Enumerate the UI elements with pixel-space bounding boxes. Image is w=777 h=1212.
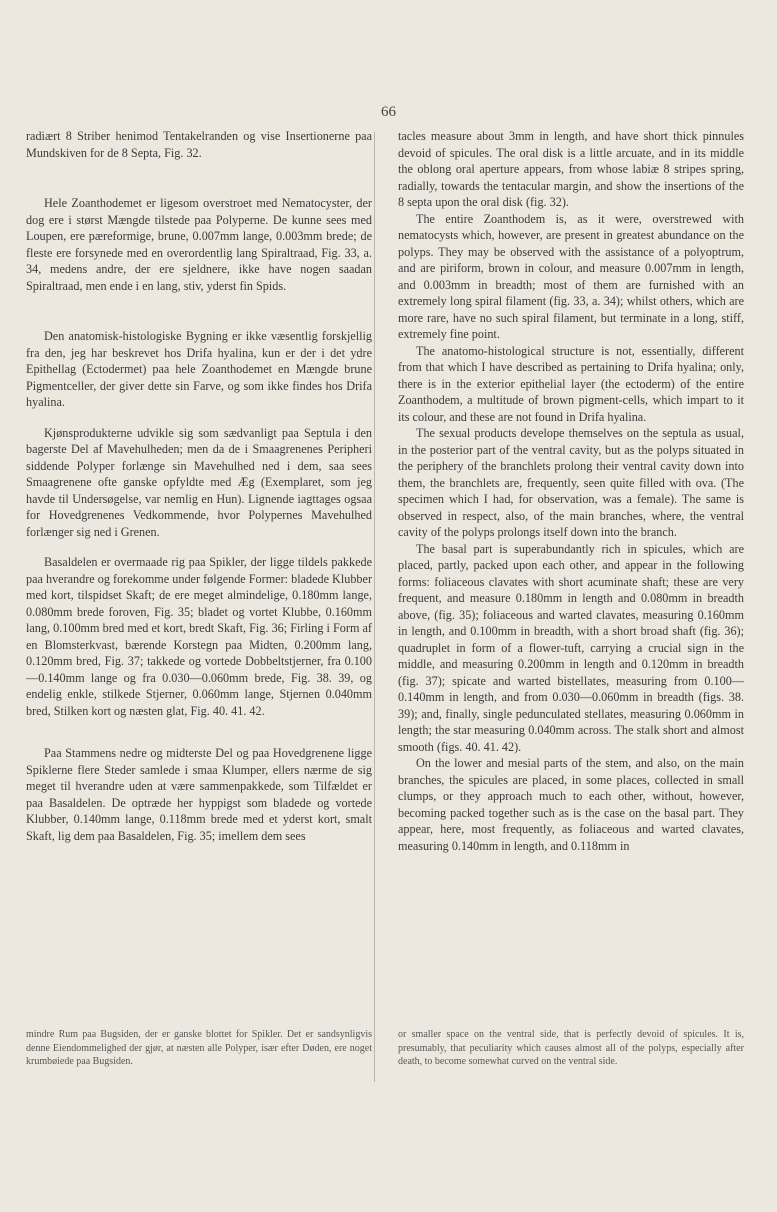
- paragraph: Kjønsprodukterne udvikle sig som sædvanligt paa Septula i den bagerste Del af Mavehulheden; men da de i Smaagrenenes Peripheri siddende Polyper forlænge sin Mavehulhed ned i dem, saa sees Smaagrenene ofte ganske opfyldte med Æg (Exemplaret, som jeg havde til Undersøgelse, var nemlig en Hun). Lignende iagttages ogsaa for Hovedgrenenes Vedkommende, hvor Polypernes Mavehulhed forlænger sig ned i Grenen.: [26, 425, 372, 539]
- paragraph: tacles measure about 3mm in length, and have short thick pinnules devoid of spicules. The oral disk is a little arcuate, and in its middle the oblong oral aperture appears, from whose labiæ 8 stripes spring, radially, towards the tentacular margin, and show the insertions of the 8 septa upon the oral disk (fig. 32).: [398, 129, 744, 209]
- paragraph: Hele Zoanthodemet er ligesom overstroet med Nematocyster, der dog ere i størst Mængde tilstede paa Polyperne. De kunne sees med Loupen, ere pæreformige, brune, 0.007mm lange, 0.003mm brede; de fleste ere forsynede med en overordentlig lang Spiraltraad, Fig. 33, a. 34, medens andre, der ere sjeldnere, ikke have nogen saadan Spiraltraad, men ende i en lang, stiv, yderst fin Spids.: [26, 196, 372, 293]
- paragraph: The anatomo-histological structure is not, essentially, different from that which I have described as pertaining to Drifa hyalina; only, there is in the exterior epithelial layer (the ectoderm) of the entire Zoanthodem, a multitude of brown pigment-cells, which impart to it its colour, and these are not found in Drifa hyalina.: [398, 343, 744, 424]
- paragraph: Den anatomisk-histologiske Bygning er ikke væsentlig forskjellig fra den, jeg har beskrevet hos Drifa hyalina, kun er der i det ydre Epithellag (Ectodermet) paa hele Zoanthodemet en Mængde brune Pigmentceller, der giver dette sin Farve, og som ikke findes hos Drifa hyalina.: [26, 329, 372, 409]
- column-divider: [374, 132, 375, 1082]
- paragraph: Basaldelen er overmaade rig paa Spikler, der ligge tildels pakkede paa hverandre og forekomme under følgende Former: bladede Klubber med kort, tilspidset Skaft; de ere meget almindelige, 0.180mm lange, 0.080mm brede foroven, Fig. 35; bladet og vortet Klubbe, 0.160mm lang, 0.100mm bred med et kort, bredt Skaft, Fig. 36; Firling i Form af en Blomsterkvast, bærende Korstegn paa Midten, 0.200mm lang, 0.120mm bred, Fig. 37; takkede og vortede Dobbeltstjerner, fra 0.100—0.140mm lange og fra 0.030—0.060mm brede, Fig. 38. 39, og endelig enkle, stilkede Stjerner, 0.060mm lange, Stjernen 0.040mm bred, Stilken kort og næsten glat, Fig. 40. 41. 42.: [26, 555, 372, 718]
- paragraph: The entire Zoanthodem is, as it were, overstrewed with nematocysts which, however, are present in greatest abundance on the polyps. They may be observed with the assistance of a polyoptrum, and are piriform, brown in colour, and measure 0.007mm in length, and 0.003mm in breadth; most of them are furnished with an extremely long spiral filament (fig. 33, a. 34); whilst others, which are more rare, have no such spiral filament, but terminate in a long, stiff, extremely fine point.: [398, 211, 744, 341]
- paragraph: radiært 8 Striber henimod Tentakelranden og vise Insertionerne paa Mundskiven for de 8 Septa, Fig. 32.: [26, 129, 372, 160]
- right-column-english: [398, 128, 744, 854]
- page-number: 66: [381, 104, 396, 120]
- paragraph: Paa Stammens nedre og midterste Del og paa Hovedgrenene ligge Spiklerne flere Steder samlede i smaa Klumper, ellers nærme de sig meget til hverandre uden at være sammenpakkede, som Tilfældet er paa Basaldelen. De optræde her hyppigst som bladede og vortede Klubber, 0.140mm lange, 0.118mm brede med et yderst kort, smalt Skaft, lig dem paa Basaldelen, Fig. 35; imellem dem sees: [26, 746, 372, 843]
- footnote-danish: mindre Rum paa Bugsiden, der er ganske blottet for Spikler. Det er sandsynligvis denne Eiendommelighed der gjør, at næsten alle Polyper, især efter Døden, ere noget krumbøiede paa Bugsiden.: [26, 1029, 372, 1067]
- paragraph: The sexual products develope themselves on the septula as usual, in the posterior part of the ventral cavity, but as the polyps situated in the periphery of the branchlets prolong their ventral cavity down into them, the branchlets are, frequently, seen quite filled with ova. (The specimen which I had, for observation, was a female). The same is observed in respect, also, of the main branches, where, the ventral cavity of the polyps prolongs itself down into the branch.: [398, 426, 744, 539]
- footnote-english: or smaller space on the ventral side, that is perfectly devoid of spicules. It is, presumably, that peculiarity which causes almost all of the polyps, especially after death, to become somewhat curved on the ventral side.: [398, 1029, 744, 1067]
- left-column-danish: [26, 128, 372, 844]
- paragraph: On the lower and mesial parts of the stem, and also, on the main branches, the spicules are placed, in some places, collected in small clumps, or they approach much to each other, without, however, becoming packed together such as is the case on the basal part. They appear, here, most frequently, as foliaceous and warted clavates, measuring 0.140mm in length, and 0.118mm in: [398, 756, 744, 853]
- paragraph: The basal part is superabundantly rich in spicules, which are placed, partly, packed upon each other, and appear in the following forms: foliaceous clavates with short acuminate shaft; these are very frequent, and measure 0.180mm in length and 0.080mm in breadth above, (fig. 35); foliaceous and warted clavates, measuring 0.160mm in length, and 0.100mm in breadth, with a short broad shaft (fig. 36); quadruplet in form of a flower-tuft, carrying a crucial sign in the middle, and measuring 0.200mm in length and 0.120mm in breadth (fig. 37); spicate and warted bistellates, measuring from 0.100—0.140mm in length, and from 0.030—0.060mm in breadth (figs. 38. 39); and, finally, single pedunculated stellates, measuring 0.060mm in length; the star measuring 0.040mm across. The stalk short and almost smooth (figs. 40. 41. 42).: [398, 541, 744, 754]
